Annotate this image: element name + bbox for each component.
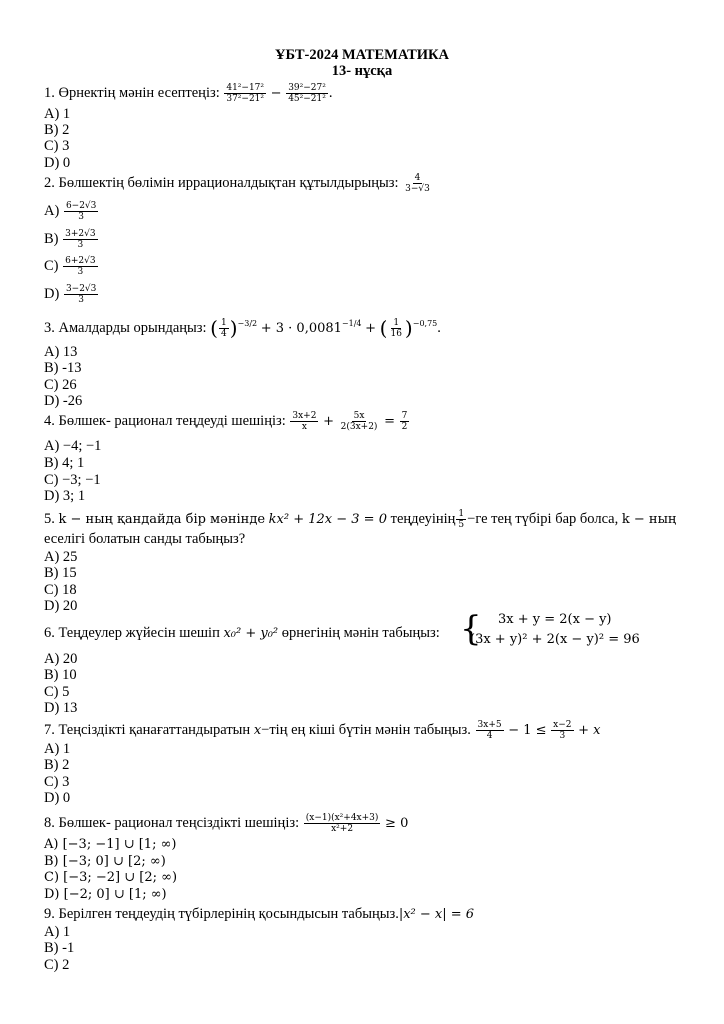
answer-option[interactable]: C) $\frac{6+2√3}{3}$ bbox=[44, 256, 96, 277]
answer-option[interactable]: C) [−3; −2] ∪ [2; ∞) bbox=[44, 870, 178, 885]
answer-option[interactable]: D) [−2; 0] ∪ [1; ∞) bbox=[44, 887, 167, 902]
question-3: 3. Амалдарды орындаңыз: ( $\frac{1}{4}$ )$^{-3/2} + 3 \cdot 0,0081^{-1/4}$ + ( $\frac{1}{16}$ )$^{-0,75}$. bbox=[44, 316, 441, 340]
question-5: 5. k − ның қандайда бір мәнінде kx² + 12x − 3 = 0 теңдеуінің $\frac{1}{5}$ −ге тең түбірі бар болса, k − ның bbox=[44, 509, 677, 530]
answer-option[interactable]: C) 3 bbox=[44, 774, 70, 790]
answer-option[interactable]: B) 15 bbox=[44, 565, 77, 581]
answer-option[interactable]: C) −3; −1 bbox=[44, 472, 101, 488]
answer-option[interactable]: D) 20 bbox=[44, 598, 78, 614]
answer-option[interactable]: D) 3; 1 bbox=[44, 488, 86, 504]
system-equation-2: (3x + y)² + 2(x − y)² = 96 bbox=[470, 632, 640, 647]
question-number: 6. bbox=[44, 625, 55, 641]
question-text: Бөлшек- рационал теңдеуді шешіңіз: bbox=[58, 412, 286, 429]
question-number: 3. bbox=[44, 319, 55, 336]
answer-option[interactable]: B) -1 bbox=[44, 940, 75, 956]
question-9: 9. Берілген теңдеудің түбірлерінің қосындысын табыңыз.|x² − x| = 6 bbox=[44, 906, 475, 922]
answer-option[interactable]: A) −4; −1 bbox=[44, 438, 102, 454]
answer-option[interactable]: C) 18 bbox=[44, 582, 77, 598]
answer-option[interactable]: B) 2 bbox=[44, 757, 70, 773]
question-8: 8. Бөлшек- рационал теңсіздікті шешіңіз: $\frac{\text{(x−1)(x²+4x+3)}}{\text{x²+2}}$ ≥ 0 bbox=[44, 813, 409, 834]
answer-option[interactable]: C) 5 bbox=[44, 684, 70, 700]
answer-option[interactable]: C) 3 bbox=[44, 138, 70, 154]
question-number: 1. bbox=[44, 84, 55, 101]
answer-option[interactable]: D) -26 bbox=[44, 393, 83, 409]
question-text: Бөлшектің бөлімін иррационалдықтан құтылдырыңыз: bbox=[58, 174, 399, 191]
answer-option[interactable]: D) $\frac{3-2√3}{3}$ bbox=[44, 284, 97, 305]
system-equation-1: 3x + y = 2(x − y) bbox=[498, 612, 612, 627]
answer-option[interactable]: A) [−3; −1] ∪ [1; ∞) bbox=[44, 837, 177, 852]
answer-option[interactable]: A) 20 bbox=[44, 651, 78, 667]
answer-option[interactable]: B) -13 bbox=[44, 360, 82, 376]
question-7: 7. Теңсіздікті қанағаттандыратын x−тің ең кіші бүтін мәнін табыңыз. $\frac{3x+5}{4}$ − 1 ≤ $\frac{x-2}{3}$ + x bbox=[44, 720, 601, 741]
answer-option[interactable]: D) 0 bbox=[44, 155, 71, 171]
answer-option[interactable]: A) 1 bbox=[44, 106, 71, 122]
answer-option[interactable]: C) 26 bbox=[44, 377, 77, 393]
answer-option[interactable]: B) 4; 1 bbox=[44, 455, 85, 471]
system-brace: { bbox=[460, 609, 482, 649]
question-number: 5. bbox=[44, 510, 55, 527]
fraction: $\frac{4}{3-√3}$ bbox=[405, 173, 430, 194]
question-2 bbox=[44, 173, 433, 194]
answer-option[interactable]: C) 2 bbox=[44, 957, 70, 973]
question-text: Өрнектің мәнін есептеңіз: bbox=[58, 84, 220, 101]
question-1: 1. Өрнектің мәнін есептеңіз: $\frac{\text{41²−17²}}{\text{37²−21²}}$ − $\frac{\text{39²−27²}}{\text{45²−21²}}$ . bbox=[44, 83, 333, 104]
question-number: 7. bbox=[44, 721, 55, 738]
answer-option[interactable]: D) 13 bbox=[44, 700, 78, 716]
question-4: 4. Бөлшек- рационал теңдеуді шешіңіз: $\frac{3x+2}{x}$ + $\frac{5x}{2(3x+2)}$ = $\frac{7}{2}$ bbox=[44, 411, 408, 432]
variant-label: 13- нұсқа bbox=[331, 63, 393, 79]
question-number: 9. bbox=[44, 906, 55, 922]
answer-option[interactable]: A) 1 bbox=[44, 741, 71, 757]
question-6: 6. Теңдеулер жүйесін шешіп x₀² + y₀² өрнегінің мәнін табыңыз: bbox=[44, 625, 440, 641]
answer-option[interactable]: A) 25 bbox=[44, 549, 78, 565]
question-number: 8. bbox=[44, 814, 55, 831]
answer-option[interactable]: B) $\frac{3+2√3}{3}$ bbox=[44, 229, 96, 250]
question-text: Амалдарды орындаңыз: bbox=[58, 319, 207, 336]
answer-option[interactable]: A) $\frac{6-2√3}{3}$ bbox=[44, 201, 97, 222]
fraction: $\frac{\text{41²−17²}}{\text{37²−21²}}$ bbox=[226, 83, 265, 104]
exam-title: ҰБТ-2024 МАТЕМАТИКА bbox=[274, 47, 450, 63]
question-number: 2. bbox=[44, 174, 55, 191]
answer-option[interactable]: B) 10 bbox=[44, 667, 77, 683]
answer-option[interactable]: B) 2 bbox=[44, 122, 70, 138]
question-number: 4. bbox=[44, 412, 55, 429]
answer-option[interactable]: A) 1 bbox=[44, 924, 71, 940]
question-5-line-2: еселігі болатын санды табыңыз? bbox=[44, 531, 246, 547]
answer-option[interactable]: B) [−3; 0] ∪ [2; ∞) bbox=[44, 854, 166, 869]
fraction: $\frac{\text{39²−27²}}{\text{45²−21²}}$ bbox=[288, 83, 326, 104]
answer-option[interactable]: A) 13 bbox=[44, 344, 78, 360]
answer-option[interactable]: D) 0 bbox=[44, 790, 71, 806]
